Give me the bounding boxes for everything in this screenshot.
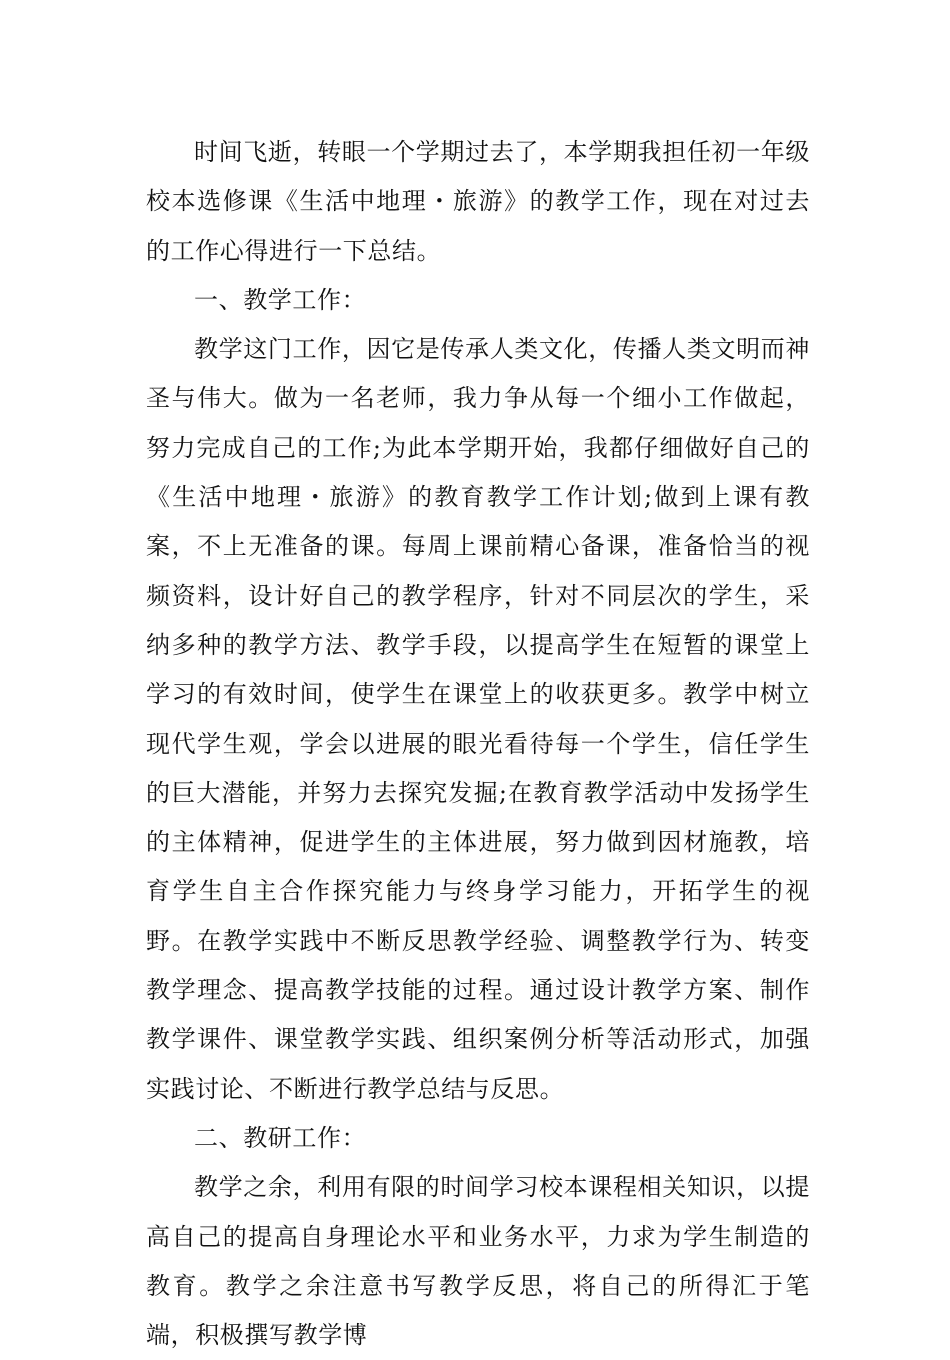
document-body: [146, 128, 810, 1360]
teaching-paragraph: 教学这门工作，因它是传承人类文化，传播人类文明而神圣与伟大。做为一名老师，我力争从每一个细小工作做起，努力完成自己的工作;为此本学期开始，我都仔细做好自己的《生活中地理・旅游》的教育教学工作计划;做到上课有教案，不上无准备的课。每周上课前精心备课，准备恰当的视频资料，设计好自己的教学程序，针对不同层次的学生，采纳多种的教学方法、教学手段，以提高学生在短暂的课堂上学习的有效时间，使学生在课堂上的收获更多。教学中树立现代学生观，学会以进展的眼光看待每一个学生，信任学生的巨大潜能，并努力去探究发掘;在教育教学活动中发扬学生的主体精神，促进学生的主体进展，努力做到因材施教，培育学生自主合作探究能力与终身学习能力，开拓学生的视野。在教学实践中不断反思教学经验、调整教学行为、转变教学理念、提高教学技能的过程。通过设计教学方案、制作教学课件、课堂教学实践、组织案例分析等活动形式，加强实践讨论、不断进行教学总结与反思。: [146, 335, 810, 1103]
intro-paragraph: 时间飞逝，转眼一个学期过去了，本学期我担任初一年级校本选修课《生活中地理・旅游》的教学工作，现在对过去的工作心得进行一下总结。: [146, 138, 810, 265]
section-heading-research: 二、教研工作：: [194, 1123, 367, 1152]
research-paragraph: 教学之余，利用有限的时间学习校本课程相关知识，以提高自己的提高自身理论水平和业务水平，力求为学生制造的教育。教学之余注意书写教学反思，将自己的所得汇于笔端，积极撰写教学博: [146, 1173, 810, 1350]
section-heading-teaching: 一、教学工作：: [194, 285, 367, 314]
